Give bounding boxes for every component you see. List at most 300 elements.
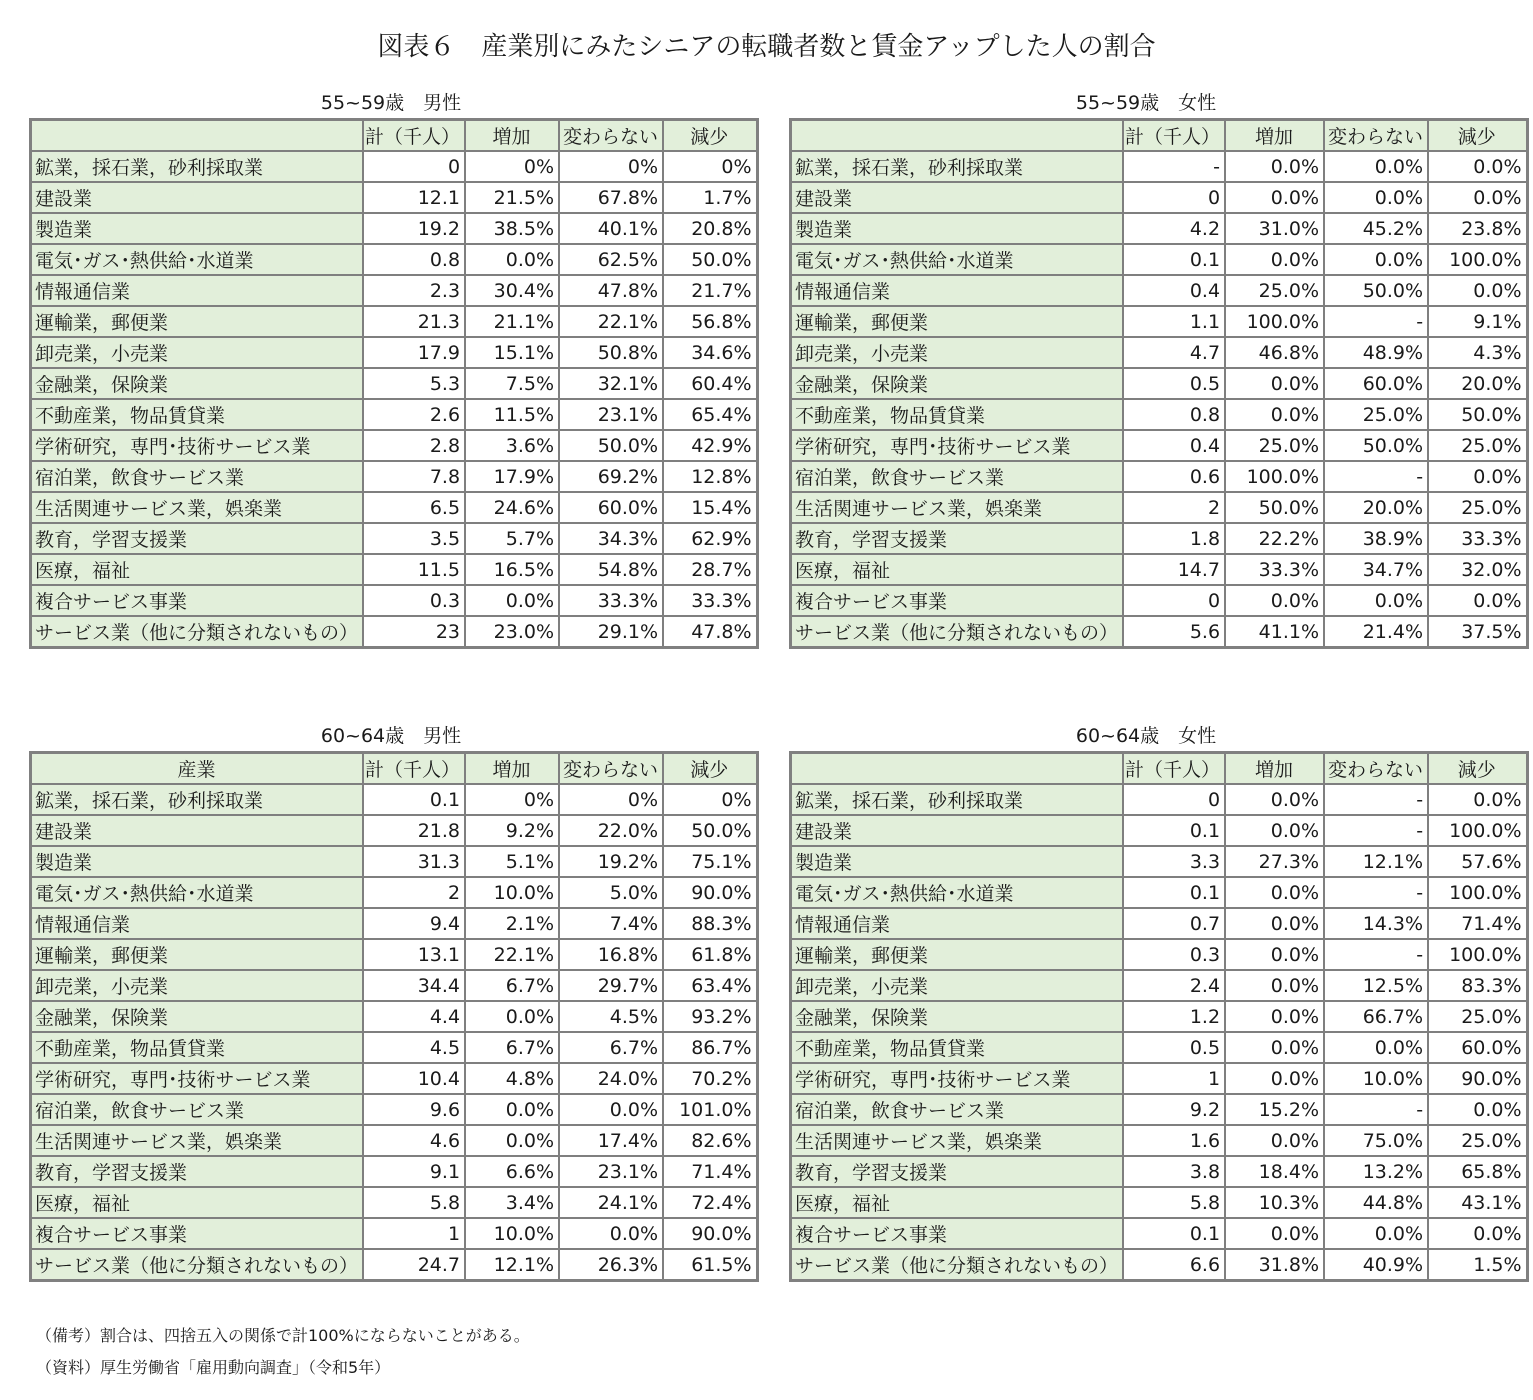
table-row bbox=[791, 523, 1528, 554]
industry-cell: 金融業，保険業 bbox=[31, 1001, 364, 1032]
same-cell: 60.0% bbox=[559, 492, 663, 523]
industry-cell: 宿泊業，飲食サービス業 bbox=[791, 1094, 1124, 1125]
industry-cell: 鉱業，採石業，砂利採取業 bbox=[31, 784, 364, 815]
industry-cell: 医療，福祉 bbox=[31, 1187, 364, 1218]
decrease-cell: 25.0% bbox=[1428, 492, 1527, 523]
header-row bbox=[31, 120, 758, 152]
total-cell: 2 bbox=[363, 877, 465, 908]
decrease-cell: 0.0% bbox=[1428, 1218, 1527, 1249]
table-row bbox=[791, 244, 1528, 275]
source-note: （資料）厚生労働省「雇用動向調査」（令和5年） bbox=[36, 1358, 391, 1377]
increase-cell: 24.6% bbox=[465, 492, 559, 523]
increase-cell: 0.0% bbox=[1225, 908, 1324, 939]
decrease-cell: 100.0% bbox=[1428, 815, 1527, 846]
increase-cell: 5.1% bbox=[465, 846, 559, 877]
header-same: 変わらない bbox=[1324, 120, 1428, 152]
table-row bbox=[791, 554, 1528, 585]
industry-cell: 学術研究，専門･技術サービス業 bbox=[791, 1063, 1124, 1094]
same-cell: 24.1% bbox=[559, 1187, 663, 1218]
total-cell: 0 bbox=[363, 151, 465, 182]
total-cell: 1 bbox=[363, 1218, 465, 1249]
total-cell: 5.8 bbox=[1123, 1187, 1225, 1218]
table-row bbox=[31, 368, 758, 399]
same-cell: 16.8% bbox=[559, 939, 663, 970]
decrease-cell: 90.0% bbox=[1428, 1063, 1527, 1094]
total-cell: 4.6 bbox=[363, 1125, 465, 1156]
industry-cell: 鉱業，採石業，砂利採取業 bbox=[791, 151, 1124, 182]
table-row bbox=[31, 1249, 758, 1281]
table-row bbox=[31, 337, 758, 368]
table-row bbox=[791, 337, 1528, 368]
decrease-cell: 101.0% bbox=[663, 1094, 757, 1125]
decrease-cell: 70.2% bbox=[663, 1063, 757, 1094]
panel-60-64-male bbox=[29, 721, 759, 1282]
total-cell: 5.3 bbox=[363, 368, 465, 399]
table-row bbox=[31, 784, 758, 815]
decrease-cell: 63.4% bbox=[663, 970, 757, 1001]
industry-cell: 不動産業，物品賃貸業 bbox=[791, 399, 1124, 430]
same-cell: 13.2% bbox=[1324, 1156, 1428, 1187]
increase-cell: 0.0% bbox=[1225, 585, 1324, 616]
increase-cell: 6.7% bbox=[465, 970, 559, 1001]
decrease-cell: 0% bbox=[663, 784, 757, 815]
same-cell: - bbox=[1324, 877, 1428, 908]
header-decrease: 減少 bbox=[663, 120, 757, 152]
total-cell: 2.4 bbox=[1123, 970, 1225, 1001]
industry-cell: 運輸業，郵便業 bbox=[791, 306, 1124, 337]
decrease-cell: 75.1% bbox=[663, 846, 757, 877]
total-cell: 0.4 bbox=[1123, 430, 1225, 461]
total-cell: 31.3 bbox=[363, 846, 465, 877]
increase-cell: 0% bbox=[465, 151, 559, 182]
decrease-cell: 83.3% bbox=[1428, 970, 1527, 1001]
industry-cell: 電気･ガス･熱供給･水道業 bbox=[31, 877, 364, 908]
table-row bbox=[791, 492, 1528, 523]
same-cell: 67.8% bbox=[559, 182, 663, 213]
industry-cell: 学術研究，専門･技術サービス業 bbox=[31, 1063, 364, 1094]
increase-cell: 3.6% bbox=[465, 430, 559, 461]
increase-cell: 31.8% bbox=[1225, 1249, 1324, 1281]
table-row bbox=[31, 1001, 758, 1032]
data-table bbox=[789, 751, 1529, 1282]
header-same: 変わらない bbox=[1324, 753, 1428, 785]
industry-cell: 生活関連サービス業，娯楽業 bbox=[31, 1125, 364, 1156]
same-cell: 0% bbox=[559, 151, 663, 182]
increase-cell: 17.9% bbox=[465, 461, 559, 492]
industry-cell: 運輸業，郵便業 bbox=[31, 939, 364, 970]
decrease-cell: 42.9% bbox=[663, 430, 757, 461]
table-caption: 60~64歳 女性 bbox=[1075, 725, 1217, 747]
table-row bbox=[31, 846, 758, 877]
header-decrease: 減少 bbox=[1428, 753, 1527, 785]
increase-cell: 0.0% bbox=[1225, 1063, 1324, 1094]
table-row bbox=[791, 1156, 1528, 1187]
table-row bbox=[791, 1032, 1528, 1063]
total-cell: 9.6 bbox=[363, 1094, 465, 1125]
industry-cell: 複合サービス事業 bbox=[791, 585, 1124, 616]
data-table bbox=[29, 118, 759, 649]
header-decrease: 減少 bbox=[663, 753, 757, 785]
header-decrease: 減少 bbox=[1428, 120, 1527, 152]
increase-cell: 33.3% bbox=[1225, 554, 1324, 585]
panel-60-64-female bbox=[789, 721, 1529, 1282]
total-cell: 24.7 bbox=[363, 1249, 465, 1281]
same-cell: 62.5% bbox=[559, 244, 663, 275]
decrease-cell: 37.5% bbox=[1428, 616, 1527, 648]
total-cell: 0.4 bbox=[1123, 275, 1225, 306]
table-row bbox=[791, 399, 1528, 430]
increase-cell: 10.0% bbox=[465, 1218, 559, 1249]
total-cell: 4.2 bbox=[1123, 213, 1225, 244]
same-cell: 54.8% bbox=[559, 554, 663, 585]
total-cell: 5.8 bbox=[363, 1187, 465, 1218]
increase-cell: 0.0% bbox=[1225, 784, 1324, 815]
increase-cell: 2.1% bbox=[465, 908, 559, 939]
increase-cell: 0.0% bbox=[1225, 368, 1324, 399]
increase-cell: 50.0% bbox=[1225, 492, 1324, 523]
decrease-cell: 71.4% bbox=[1428, 908, 1527, 939]
same-cell: - bbox=[1324, 815, 1428, 846]
table-row bbox=[31, 877, 758, 908]
industry-cell: 複合サービス事業 bbox=[31, 1218, 364, 1249]
increase-cell: 100.0% bbox=[1225, 306, 1324, 337]
industry-cell: 建設業 bbox=[31, 815, 364, 846]
remark-note: （備考）割合は、四捨五入の関係で計100%にならないことがある。 bbox=[36, 1326, 530, 1345]
same-cell: 0.0% bbox=[1324, 585, 1428, 616]
increase-cell: 25.0% bbox=[1225, 275, 1324, 306]
table-row bbox=[31, 399, 758, 430]
same-cell: 0% bbox=[559, 784, 663, 815]
total-cell: 9.4 bbox=[363, 908, 465, 939]
table-row bbox=[31, 523, 758, 554]
same-cell: 22.1% bbox=[559, 306, 663, 337]
increase-cell: 11.5% bbox=[465, 399, 559, 430]
same-cell: 60.0% bbox=[1324, 368, 1428, 399]
same-cell: 75.0% bbox=[1324, 1125, 1428, 1156]
table-row bbox=[31, 461, 758, 492]
same-cell: 48.9% bbox=[1324, 337, 1428, 368]
table-row bbox=[31, 616, 758, 648]
decrease-cell: 0.0% bbox=[1428, 461, 1527, 492]
total-cell: 0.1 bbox=[1123, 1218, 1225, 1249]
increase-cell: 10.3% bbox=[1225, 1187, 1324, 1218]
decrease-cell: 100.0% bbox=[1428, 244, 1527, 275]
table-row bbox=[791, 585, 1528, 616]
decrease-cell: 60.4% bbox=[663, 368, 757, 399]
table-caption: 55~59歳 女性 bbox=[1075, 92, 1217, 114]
decrease-cell: 61.8% bbox=[663, 939, 757, 970]
table-row bbox=[31, 970, 758, 1001]
same-cell: 34.7% bbox=[1324, 554, 1428, 585]
decrease-cell: 23.8% bbox=[1428, 213, 1527, 244]
decrease-cell: 0.0% bbox=[1428, 1094, 1527, 1125]
same-cell: 12.5% bbox=[1324, 970, 1428, 1001]
decrease-cell: 50.0% bbox=[663, 244, 757, 275]
industry-cell: 運輸業，郵便業 bbox=[791, 939, 1124, 970]
total-cell: 21.8 bbox=[363, 815, 465, 846]
same-cell: 32.1% bbox=[559, 368, 663, 399]
header-industry bbox=[791, 753, 1124, 785]
table-row bbox=[31, 492, 758, 523]
increase-cell: 0.0% bbox=[465, 244, 559, 275]
same-cell: - bbox=[1324, 461, 1428, 492]
decrease-cell: 1.7% bbox=[663, 182, 757, 213]
total-cell: 0.8 bbox=[363, 244, 465, 275]
decrease-cell: 0% bbox=[663, 151, 757, 182]
same-cell: 0.0% bbox=[1324, 182, 1428, 213]
table-row bbox=[791, 939, 1528, 970]
table-row bbox=[31, 1156, 758, 1187]
decrease-cell: 0.0% bbox=[1428, 585, 1527, 616]
industry-cell: 教育，学習支援業 bbox=[791, 523, 1124, 554]
total-cell: 9.2 bbox=[1123, 1094, 1225, 1125]
industry-cell: 複合サービス事業 bbox=[791, 1218, 1124, 1249]
increase-cell: 16.5% bbox=[465, 554, 559, 585]
industry-cell: 学術研究，専門･技術サービス業 bbox=[31, 430, 364, 461]
industry-cell: 製造業 bbox=[31, 213, 364, 244]
increase-cell: 0.0% bbox=[1225, 939, 1324, 970]
total-cell: 3.8 bbox=[1123, 1156, 1225, 1187]
industry-cell: 教育，学習支援業 bbox=[31, 523, 364, 554]
decrease-cell: 20.0% bbox=[1428, 368, 1527, 399]
industry-cell: 建設業 bbox=[791, 182, 1124, 213]
table-row bbox=[31, 1125, 758, 1156]
total-cell: 17.9 bbox=[363, 337, 465, 368]
table-row bbox=[791, 846, 1528, 877]
total-cell: - bbox=[1123, 151, 1225, 182]
header-industry: 産業 bbox=[31, 753, 364, 785]
decrease-cell: 60.0% bbox=[1428, 1032, 1527, 1063]
same-cell: 33.3% bbox=[559, 585, 663, 616]
same-cell: 50.0% bbox=[559, 430, 663, 461]
decrease-cell: 100.0% bbox=[1428, 877, 1527, 908]
same-cell: 29.1% bbox=[559, 616, 663, 648]
total-cell: 13.1 bbox=[363, 939, 465, 970]
header-increase: 増加 bbox=[1225, 753, 1324, 785]
total-cell: 2 bbox=[1123, 492, 1225, 523]
industry-cell: 運輸業，郵便業 bbox=[31, 306, 364, 337]
decrease-cell: 72.4% bbox=[663, 1187, 757, 1218]
total-cell: 2.6 bbox=[363, 399, 465, 430]
increase-cell: 21.5% bbox=[465, 182, 559, 213]
table-row bbox=[791, 1125, 1528, 1156]
increase-cell: 4.8% bbox=[465, 1063, 559, 1094]
increase-cell: 0.0% bbox=[465, 585, 559, 616]
industry-cell: 鉱業，採石業，砂利採取業 bbox=[791, 784, 1124, 815]
same-cell: 0.0% bbox=[1324, 1032, 1428, 1063]
same-cell: 23.1% bbox=[559, 399, 663, 430]
table-row bbox=[791, 784, 1528, 815]
industry-cell: 金融業，保険業 bbox=[791, 1001, 1124, 1032]
same-cell: 19.2% bbox=[559, 846, 663, 877]
decrease-cell: 88.3% bbox=[663, 908, 757, 939]
same-cell: 4.5% bbox=[559, 1001, 663, 1032]
decrease-cell: 0.0% bbox=[1428, 182, 1527, 213]
footnotes bbox=[36, 1320, 530, 1384]
increase-cell: 0% bbox=[465, 784, 559, 815]
table-row bbox=[31, 1187, 758, 1218]
decrease-cell: 0.0% bbox=[1428, 784, 1527, 815]
decrease-cell: 57.6% bbox=[1428, 846, 1527, 877]
decrease-cell: 71.4% bbox=[663, 1156, 757, 1187]
same-cell: 0.0% bbox=[559, 1218, 663, 1249]
total-cell: 1.2 bbox=[1123, 1001, 1225, 1032]
table-row bbox=[31, 815, 758, 846]
table-row bbox=[31, 275, 758, 306]
increase-cell: 18.4% bbox=[1225, 1156, 1324, 1187]
industry-cell: 情報通信業 bbox=[791, 275, 1124, 306]
total-cell: 14.7 bbox=[1123, 554, 1225, 585]
table-row bbox=[31, 554, 758, 585]
total-cell: 12.1 bbox=[363, 182, 465, 213]
industry-cell: 不動産業，物品賃貸業 bbox=[31, 399, 364, 430]
decrease-cell: 15.4% bbox=[663, 492, 757, 523]
total-cell: 0.1 bbox=[1123, 244, 1225, 275]
decrease-cell: 33.3% bbox=[663, 585, 757, 616]
industry-cell: サービス業（他に分類されないもの） bbox=[31, 1249, 364, 1281]
increase-cell: 0.0% bbox=[1225, 1218, 1324, 1249]
same-cell: 10.0% bbox=[1324, 1063, 1428, 1094]
same-cell: 50.8% bbox=[559, 337, 663, 368]
decrease-cell: 43.1% bbox=[1428, 1187, 1527, 1218]
increase-cell: 0.0% bbox=[1225, 182, 1324, 213]
header-increase: 増加 bbox=[465, 120, 559, 152]
decrease-cell: 32.0% bbox=[1428, 554, 1527, 585]
same-cell: - bbox=[1324, 939, 1428, 970]
panel-55-59-male bbox=[29, 88, 759, 649]
increase-cell: 21.1% bbox=[465, 306, 559, 337]
table-row bbox=[31, 585, 758, 616]
header-total: 計（千人） bbox=[363, 120, 465, 152]
table-row bbox=[791, 151, 1528, 182]
decrease-cell: 86.7% bbox=[663, 1032, 757, 1063]
industry-cell: 卸売業，小売業 bbox=[791, 337, 1124, 368]
table-row bbox=[791, 877, 1528, 908]
industry-cell: 医療，福祉 bbox=[31, 554, 364, 585]
decrease-cell: 0.0% bbox=[1428, 151, 1527, 182]
table-row bbox=[31, 306, 758, 337]
decrease-cell: 47.8% bbox=[663, 616, 757, 648]
total-cell: 3.3 bbox=[1123, 846, 1225, 877]
total-cell: 0.5 bbox=[1123, 1032, 1225, 1063]
total-cell: 0.5 bbox=[1123, 368, 1225, 399]
decrease-cell: 82.6% bbox=[663, 1125, 757, 1156]
same-cell: 24.0% bbox=[559, 1063, 663, 1094]
table-row bbox=[791, 616, 1528, 648]
same-cell: 44.8% bbox=[1324, 1187, 1428, 1218]
industry-cell: 教育，学習支援業 bbox=[31, 1156, 364, 1187]
same-cell: 0.0% bbox=[1324, 151, 1428, 182]
same-cell: 5.0% bbox=[559, 877, 663, 908]
same-cell: 21.4% bbox=[1324, 616, 1428, 648]
increase-cell: 0.0% bbox=[1225, 970, 1324, 1001]
industry-cell: サービス業（他に分類されないもの） bbox=[791, 616, 1124, 648]
total-cell: 0.7 bbox=[1123, 908, 1225, 939]
total-cell: 34.4 bbox=[363, 970, 465, 1001]
same-cell: 45.2% bbox=[1324, 213, 1428, 244]
same-cell: 50.0% bbox=[1324, 430, 1428, 461]
increase-cell: 0.0% bbox=[465, 1001, 559, 1032]
total-cell: 0.3 bbox=[1123, 939, 1225, 970]
table-row bbox=[791, 1249, 1528, 1281]
industry-cell: 生活関連サービス業，娯楽業 bbox=[791, 1125, 1124, 1156]
total-cell: 21.3 bbox=[363, 306, 465, 337]
table-row bbox=[791, 461, 1528, 492]
increase-cell: 0.0% bbox=[465, 1094, 559, 1125]
industry-cell: 製造業 bbox=[791, 846, 1124, 877]
header-total: 計（千人） bbox=[1123, 120, 1225, 152]
increase-cell: 6.6% bbox=[465, 1156, 559, 1187]
increase-cell: 23.0% bbox=[465, 616, 559, 648]
total-cell: 1.1 bbox=[1123, 306, 1225, 337]
decrease-cell: 1.5% bbox=[1428, 1249, 1527, 1281]
header-same: 変わらない bbox=[559, 120, 663, 152]
decrease-cell: 93.2% bbox=[663, 1001, 757, 1032]
industry-cell: 電気･ガス･熱供給･水道業 bbox=[31, 244, 364, 275]
table-row bbox=[31, 939, 758, 970]
industry-cell: 金融業，保険業 bbox=[31, 368, 364, 399]
table-row bbox=[791, 1218, 1528, 1249]
table-row bbox=[31, 182, 758, 213]
total-cell: 3.5 bbox=[363, 523, 465, 554]
decrease-cell: 0.0% bbox=[1428, 275, 1527, 306]
table-row bbox=[791, 1063, 1528, 1094]
increase-cell: 3.4% bbox=[465, 1187, 559, 1218]
decrease-cell: 62.9% bbox=[663, 523, 757, 554]
table-row bbox=[791, 213, 1528, 244]
same-cell: 47.8% bbox=[559, 275, 663, 306]
increase-cell: 22.2% bbox=[1225, 523, 1324, 554]
same-cell: 20.0% bbox=[1324, 492, 1428, 523]
increase-cell: 0.0% bbox=[1225, 244, 1324, 275]
total-cell: 19.2 bbox=[363, 213, 465, 244]
same-cell: 29.7% bbox=[559, 970, 663, 1001]
decrease-cell: 28.7% bbox=[663, 554, 757, 585]
decrease-cell: 100.0% bbox=[1428, 939, 1527, 970]
industry-cell: 情報通信業 bbox=[791, 908, 1124, 939]
same-cell: 23.1% bbox=[559, 1156, 663, 1187]
industry-cell: 卸売業，小売業 bbox=[791, 970, 1124, 1001]
total-cell: 1 bbox=[1123, 1063, 1225, 1094]
increase-cell: 0.0% bbox=[1225, 1001, 1324, 1032]
same-cell: 0.0% bbox=[1324, 1218, 1428, 1249]
table-row bbox=[31, 1094, 758, 1125]
industry-cell: 宿泊業，飲食サービス業 bbox=[31, 461, 364, 492]
increase-cell: 46.8% bbox=[1225, 337, 1324, 368]
increase-cell: 0.0% bbox=[1225, 1125, 1324, 1156]
same-cell: 0.0% bbox=[1324, 244, 1428, 275]
total-cell: 6.5 bbox=[363, 492, 465, 523]
table-row bbox=[31, 1218, 758, 1249]
total-cell: 0.3 bbox=[363, 585, 465, 616]
decrease-cell: 56.8% bbox=[663, 306, 757, 337]
decrease-cell: 20.8% bbox=[663, 213, 757, 244]
table-row bbox=[31, 908, 758, 939]
increase-cell: 25.0% bbox=[1225, 430, 1324, 461]
increase-cell: 0.0% bbox=[1225, 815, 1324, 846]
header-increase: 増加 bbox=[465, 753, 559, 785]
increase-cell: 12.1% bbox=[465, 1249, 559, 1281]
table-row bbox=[31, 151, 758, 182]
decrease-cell: 65.4% bbox=[663, 399, 757, 430]
same-cell: 26.3% bbox=[559, 1249, 663, 1281]
increase-cell: 0.0% bbox=[1225, 877, 1324, 908]
same-cell: 25.0% bbox=[1324, 399, 1428, 430]
total-cell: 11.5 bbox=[363, 554, 465, 585]
same-cell: - bbox=[1324, 306, 1428, 337]
table-row bbox=[31, 1063, 758, 1094]
decrease-cell: 9.1% bbox=[1428, 306, 1527, 337]
